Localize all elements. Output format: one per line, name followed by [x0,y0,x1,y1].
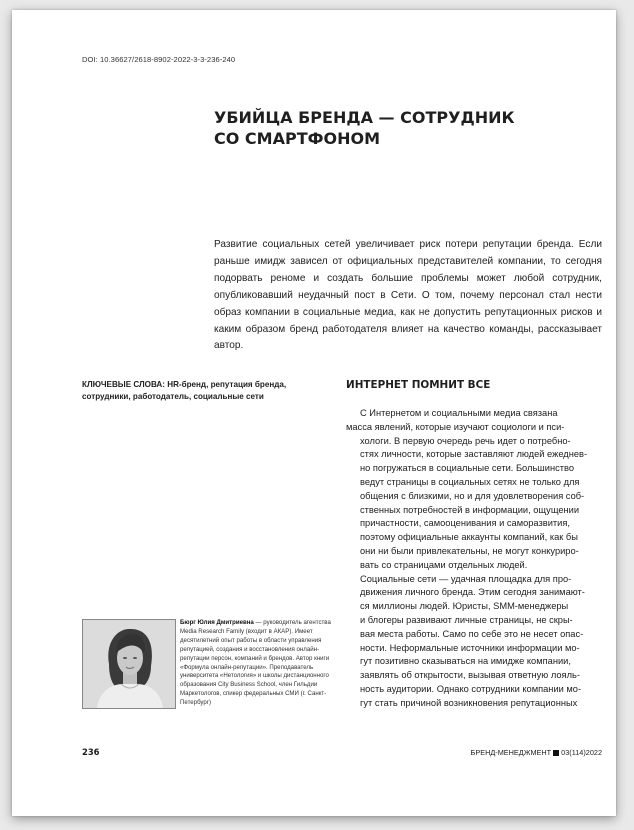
text-line: ность аудитории. Однако сотрудники компании мо- [360,683,582,694]
article-lead: Развитие социальных сетей увеличивает риск потери репутации бренда. Если раньше имидж зависел от официальных представителей компании, то сегодня подорвать реноме и создать большие проблемы может любой сотрудник, опубликовавший неудачный пост в Сети. О том, почему персонал стал нести образ компании в социальные медиа, как не допустить репутационных рисков и каким образом бренд работодателя влияет на качество команды, рассказывает автор. [214,239,602,352]
keywords-text: HR-бренд, репутация бренда, сотрудники, работодатель, социальные сети [82,380,287,401]
text-line: вая места работы. Само по себе это не несет опас- [360,628,584,639]
paragraph-2 [346,573,606,711]
journal-footer [471,748,602,757]
author-portrait-icon [83,620,175,708]
text-line: Социальные сети — удачная площадка для про- [360,573,572,584]
title-line: СО СМАРТФОНОМ [214,129,380,148]
text-line: стях личности, которые заставляют людей ежеднев- [360,449,588,460]
text-line: вать со страницами отдельных людей. [360,559,528,570]
text-line: хологи. В первую очередь речь идет о потребно- [360,435,571,446]
text-line: ственных потребностей в информации, ощущении [360,504,580,515]
author-name: Бюрг Юлия Дмитриевна [180,619,254,626]
text-line: ся миллионы людей. Юристы, SMM-менеджеры [360,601,569,612]
text-line: причастности, самооценивания и саморазвития, [360,518,570,529]
author-photo [82,619,176,709]
text-line: и блогеры развивают личные страницы, не скры- [360,614,573,625]
text-line: движения личного бренда. Этим сегодня занимают- [360,587,585,598]
keywords [82,379,332,402]
title-line: УБИЙЦА БРЕНДА — СОТРУДНИК [214,108,515,127]
text-line: но погружаться в социальные сети. Большинство [360,463,574,474]
journal-issue: 03(114)2022 [561,748,602,757]
text-line: С Интернетом и социальными медиа связана [360,408,558,418]
text-line: поэтому официальные аккаунты компаний, как бы [360,532,578,543]
page-number: 236 [82,747,100,757]
author-bio [180,619,338,708]
magazine-page [12,10,616,816]
section-heading: ИНТЕРНЕТ ПОМНИТ ВСЕ [346,379,491,391]
text-line: они ни были привлекательны, не могут конкуриро- [360,545,579,556]
text-line: ведут страницы в социальных сетях не только для [360,476,580,487]
text-line: гут стать причиной возникновения репутационных [360,697,578,708]
article-title [214,107,534,149]
text-line: гут позитивно сказываться на имидже компании, [360,656,571,667]
keywords-label: КЛЮЧЕВЫЕ СЛОВА: [82,380,165,389]
text-line: масса явлений, которые изучают социологи и пси- [346,421,565,432]
square-icon [553,750,559,756]
text-line: общения с близкими, но и для удовлетворения соб- [360,490,585,501]
text-line: ности. Неформальные источники информации мо- [360,642,580,653]
text-line: заявлять об открытости, вызывая ответную лояль- [360,670,580,681]
doi-text: DOI: 10.36627/2618-8902-2022-3-3-236-240 [82,55,236,64]
article-body [346,407,606,711]
journal-name: БРЕНД-МЕНЕДЖМЕНТ [470,748,552,757]
author-description: — руководитель агентства Media Research Family (входит в АКАР). Имеет десятилетний опыт работы в области управления репутацией, создания и восстановления онлайн-репутации персон, компаний и брендов. Автор книги «Формула онлайн-репутации». Преподаватель университета «Нетология» и школы дистанционного образования City Business School, член Гильдии Маркетологов, спикер федеральных СМИ (г. Санкт-Петербург) [180,619,331,707]
paragraph-1 [346,407,606,573]
